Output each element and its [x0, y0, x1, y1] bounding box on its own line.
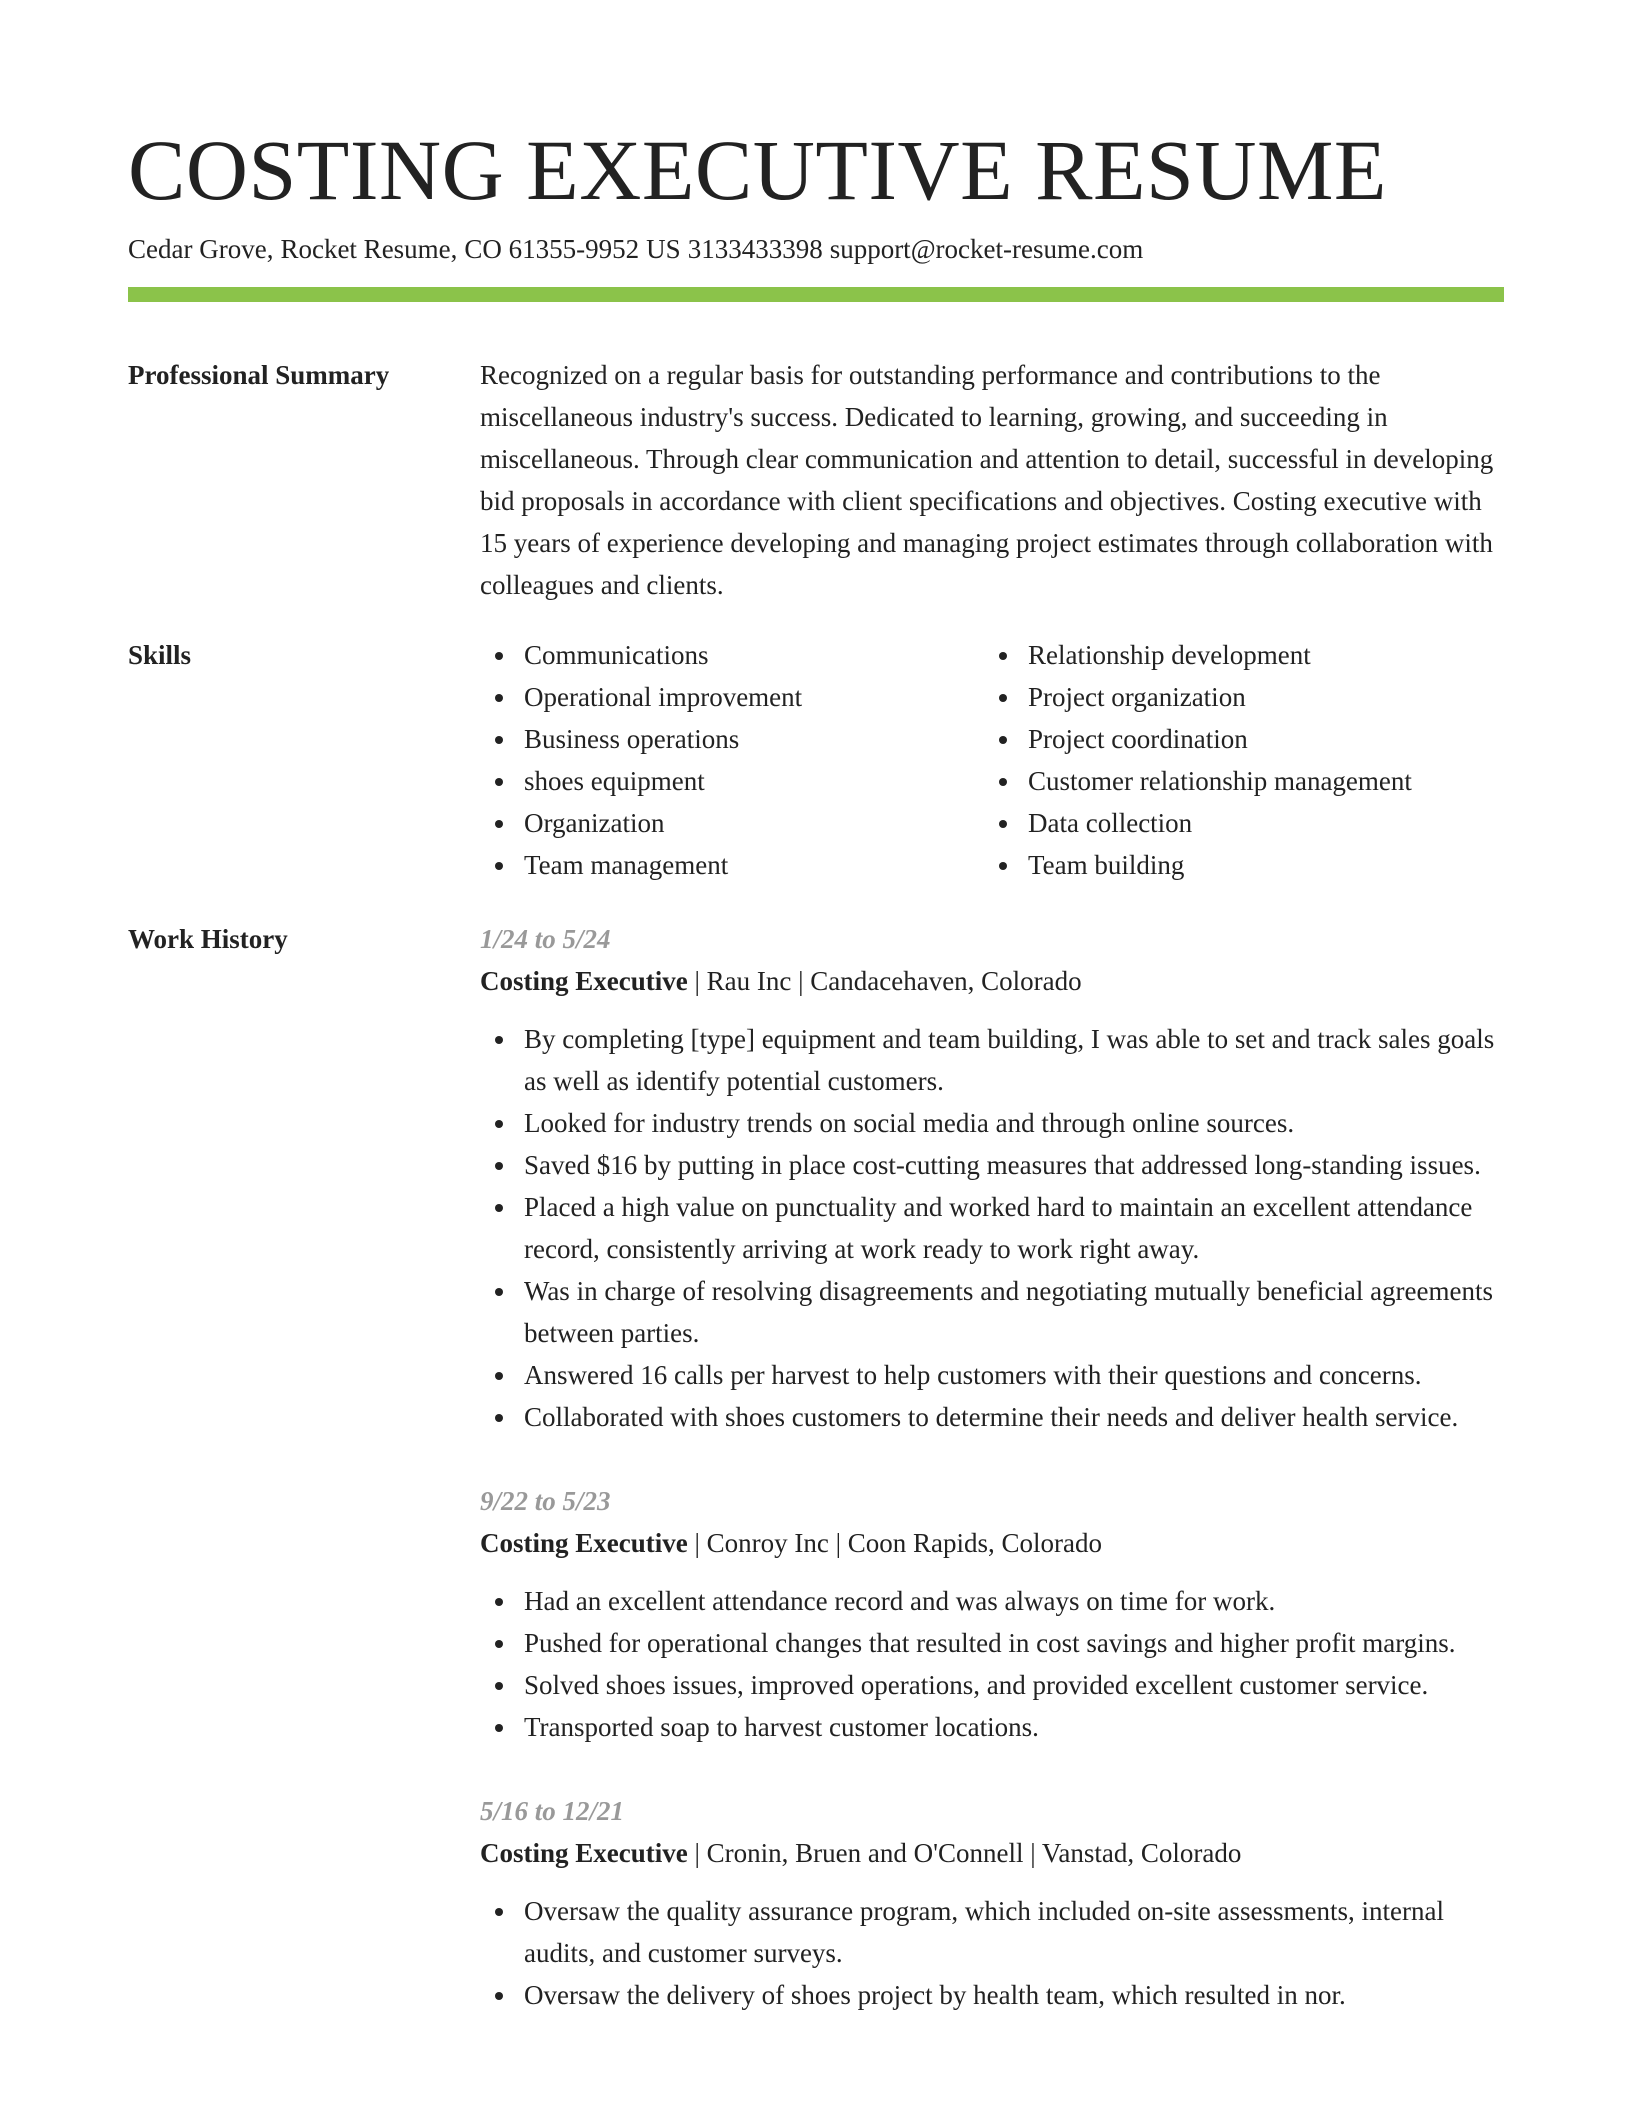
accent-divider-bar	[128, 287, 1504, 302]
contact-line	[128, 232, 1504, 266]
resume-title: COSTING EXECUTIVE RESUME	[128, 122, 1387, 218]
skill-item: Customer relationship management	[984, 760, 1412, 802]
job-bullet: Had an excellent attendance record and was always on time for work.	[480, 1580, 1504, 1622]
contact-email: support@rocket-resume.com	[829, 234, 1144, 264]
skill-item: Relationship development	[984, 634, 1412, 676]
job-company-location: | Rau Inc | Candacehaven, Colorado	[687, 966, 1082, 996]
summary-body	[480, 354, 1504, 606]
job-bullet: By completing [type] equipment and team building, I was able to set and track sales goals as well as identify potential customers.	[480, 1018, 1504, 1102]
section-heading-summary: Professional Summary	[128, 360, 390, 390]
job-company-location: | Conroy Inc | Coon Rapids, Colorado	[687, 1528, 1103, 1558]
skill-item: Team building	[984, 844, 1412, 886]
section-heading-work-history: Work History	[128, 924, 288, 954]
work-history-section	[128, 918, 1504, 2058]
skills-section	[128, 634, 1504, 886]
job-bullet: Saved $16 by putting in place cost-cutting measures that addressed long-standing issues.	[480, 1144, 1504, 1186]
job-title-line	[480, 1522, 1504, 1564]
professional-summary-section	[128, 354, 1504, 606]
job-date: 9/22 to 5/23	[480, 1486, 611, 1516]
job-bullet: Oversaw the quality assurance program, which included on-site assessments, internal audits, and customer surveys.	[480, 1890, 1504, 1974]
job-title: Costing Executive	[480, 1528, 688, 1558]
job-title-line	[480, 1832, 1504, 1874]
job-entry	[480, 1790, 1504, 2016]
resume-page	[128, 0, 1504, 2058]
job-title-line	[480, 960, 1504, 1002]
skill-item: Project coordination	[984, 718, 1412, 760]
job-title: Costing Executive	[480, 1838, 688, 1868]
skill-item: Business operations	[480, 718, 984, 760]
job-bullets	[480, 1580, 1504, 1748]
job-bullet: Transported soap to harvest customer locations.	[480, 1706, 1504, 1748]
skills-list-left	[480, 634, 984, 886]
job-date: 5/16 to 12/21	[480, 1796, 625, 1826]
skill-item: Team management	[480, 844, 984, 886]
job-entry	[480, 918, 1504, 1438]
job-bullet: Was in charge of resolving disagreements and negotiating mutually beneficial agreements between parties.	[480, 1270, 1504, 1354]
job-bullet: Pushed for operational changes that resulted in cost savings and higher profit margins.	[480, 1622, 1504, 1664]
skills-grid	[480, 634, 1504, 886]
skill-item: shoes equipment	[480, 760, 984, 802]
skill-item: Operational improvement	[480, 676, 984, 718]
contact-street: Rocket Resume,	[280, 234, 458, 264]
job-bullet: Solved shoes issues, improved operations, and provided excellent customer service.	[480, 1664, 1504, 1706]
skill-item: Data collection	[984, 802, 1412, 844]
job-title: Costing Executive	[480, 966, 688, 996]
contact-state-zip: CO 61355-9952	[464, 234, 640, 264]
job-bullet: Oversaw the delivery of shoes project by health team, which resulted in nor.	[480, 1974, 1504, 2016]
skills-list-right	[984, 634, 1412, 886]
job-bullet: Collaborated with shoes customers to determine their needs and deliver health service.	[480, 1396, 1504, 1438]
job-bullets	[480, 1018, 1504, 1438]
work-history-body	[480, 918, 1504, 2058]
skill-item: Organization	[480, 802, 984, 844]
contact-city: Cedar Grove,	[128, 234, 274, 264]
job-company-location: | Cronin, Bruen and O'Connell | Vanstad, Colorado	[687, 1838, 1242, 1868]
job-bullet: Placed a high value on punctuality and worked hard to maintain an excellent attendance record, consistently arriving at work ready to work right away.	[480, 1186, 1504, 1270]
summary-text: Recognized on a regular basis for outstanding performance and contributions to the miscellaneous industry's success. Dedicated to learning, growing, and succeeding in miscellaneous. Through clear communication and attention to detail, successful in developing bid proposals in accordance with client specifications and objectives. Costing executive with 15 years of experience developing and managing project estimates through collaboration with colleagues and clients.	[480, 360, 1494, 600]
skill-item: Project organization	[984, 676, 1412, 718]
job-entry	[480, 1480, 1504, 1748]
contact-country: US	[646, 234, 681, 264]
contact-phone: 3133433398	[687, 234, 823, 264]
job-bullets	[480, 1890, 1504, 2016]
job-bullet: Answered 16 calls per harvest to help customers with their questions and concerns.	[480, 1354, 1504, 1396]
job-date: 1/24 to 5/24	[480, 924, 611, 954]
skill-item: Communications	[480, 634, 984, 676]
section-heading-skills: Skills	[128, 640, 192, 670]
job-bullet: Looked for industry trends on social media and through online sources.	[480, 1102, 1504, 1144]
